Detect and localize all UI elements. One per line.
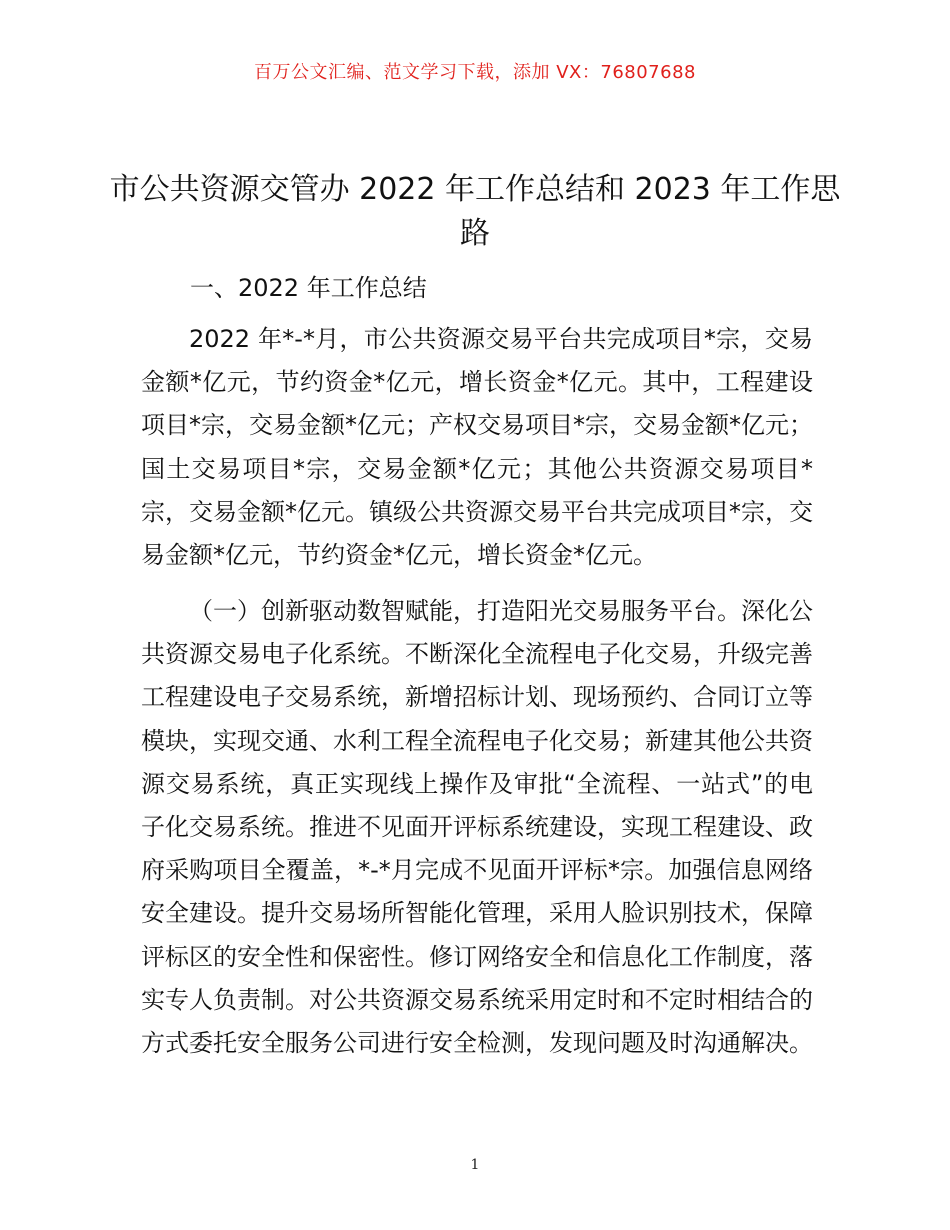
paragraph-summary: 2022 年*-*月，市公共资源交易平台共完成项目*宗，交易金额*亿元，节约资金*亿元，增长资金*亿元。其中，工程建设项目*宗，交易金额*亿元；产权交易项目*宗，交易金额*亿元；国土交易项目*宗，交易金额*亿元；其他公共资源交易项目*宗，交易金额*亿元。镇级公共资源交易平台共完成项目*宗，交易金额*亿元，节约资金*亿元，增长资金*亿元。 (141, 325, 813, 570)
section-heading: 一、2022 年工作总结 (190, 274, 427, 302)
page-number: 1 (470, 1157, 480, 1173)
header-watermark: 百万公文汇编、范文学习下载，添加 VX：76807688 (254, 62, 696, 83)
paragraph-innovation: （一）创新驱动数智赋能，打造阳光交易服务平台。深化公共资源交易电子化系统。不断深化全流程电子化交易，升级完善工程建设电子交易系统，新增招标计划、现场预约、合同订立等模块，实现交通、水利工程全流程电子化交易；新建其他公共资源交易系统，真正实现线上操作及审批“全流程、一站式”的电子化交易系统。推进不见面开评标系统建设，实现工程建设、政府采购项目全覆盖，*-*月完成不见面开评标*宗。加强信息网络安全建设。提升交易场所智能化管理，采用人脸识别技术，保障评标区的安全性和保密性。修订网络安全和信息化工作制度，落实专人负责制。对公共资源交易系统采用定时和不定时相结合的方式委托安全服务公司进行安全检测，发现问题及时沟通解决。 (141, 597, 813, 1058)
document-title: 市公共资源交管办 2022 年工作总结和 2023 年工作思路 (109, 172, 841, 251)
